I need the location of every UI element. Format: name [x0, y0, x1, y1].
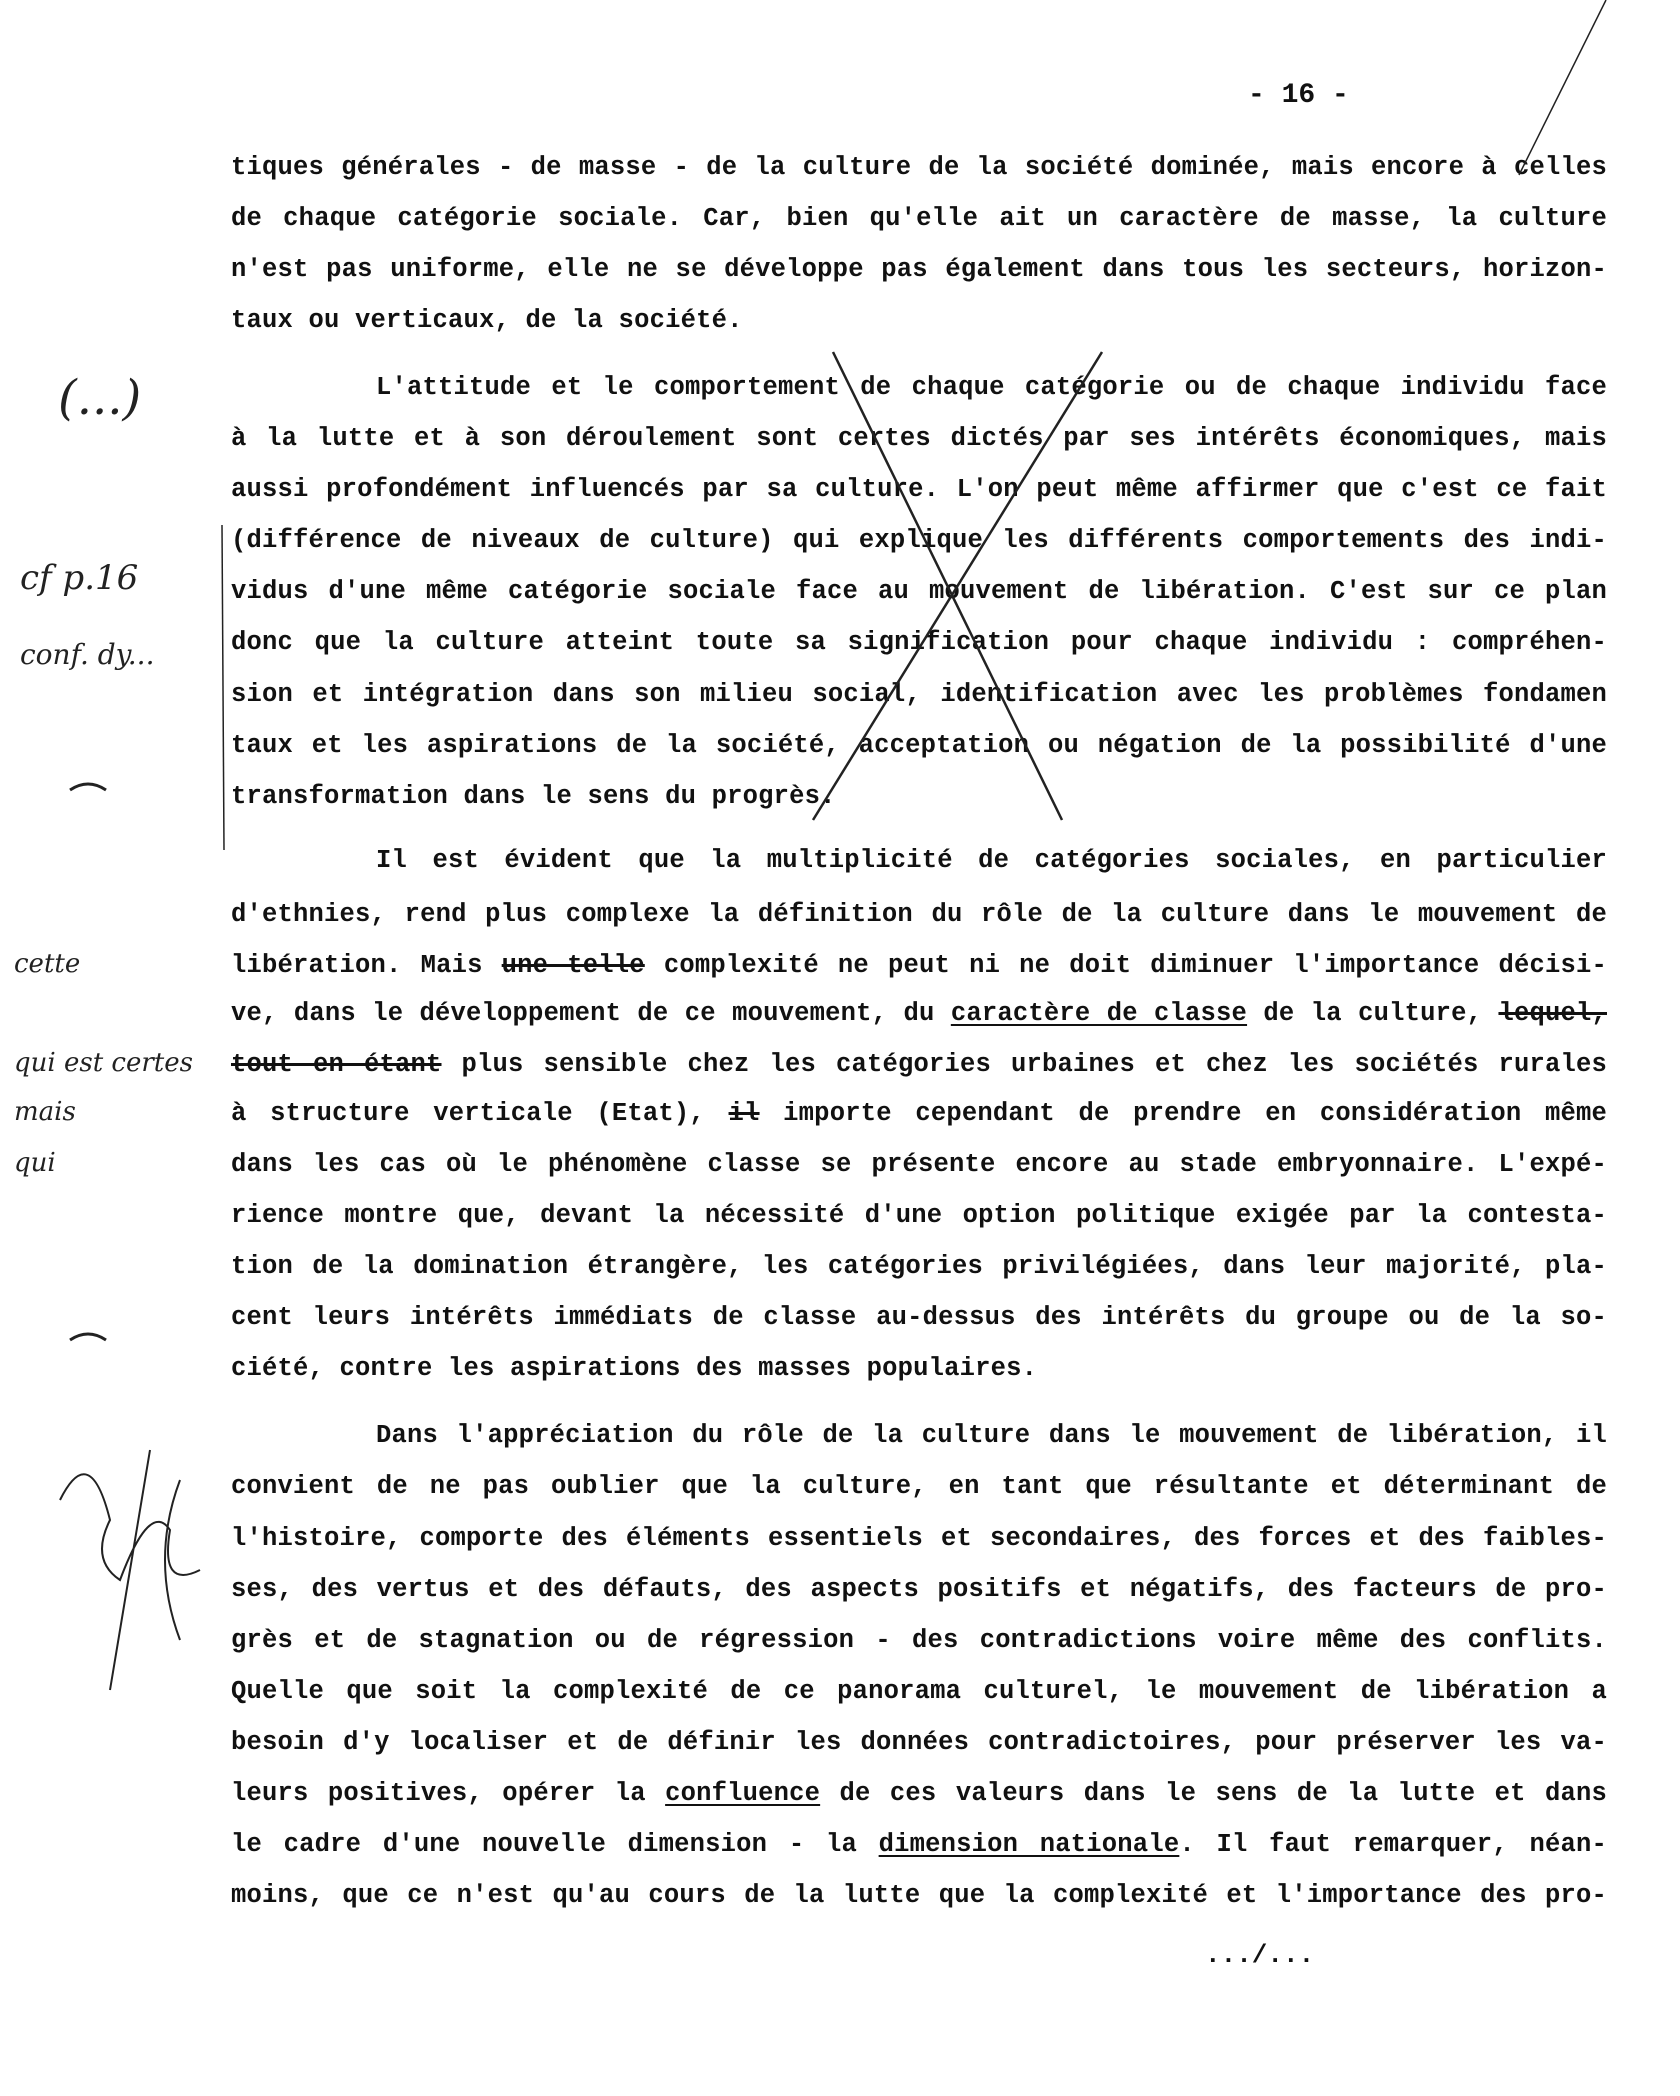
text-line [231, 731, 1607, 761]
text-line [231, 1779, 1607, 1809]
text-line [231, 526, 1607, 556]
text-line [231, 1354, 1607, 1384]
text-segment: taux et les aspirations de la société, acceptation ou négation de la possibilité d'une [231, 731, 1607, 760]
text-segment: complexité ne peut ni ne doit diminuer l'importance décisi- [644, 951, 1607, 980]
text-segment: cent leurs intérêts immédiats de classe au-dessus des intérêts du groupe ou de la so- [231, 1303, 1607, 1332]
continuation-mark: .../... [1205, 1940, 1315, 1970]
text-line [231, 577, 1607, 607]
text-segment: moins, que ce n'est qu'au cours de la lutte que la complexité et l'importance des pro- [231, 1881, 1607, 1910]
text-line [231, 204, 1607, 234]
text-segment: Il est évident que la multiplicité de catégories sociales, en particulier [376, 846, 1607, 875]
text-line [231, 782, 1607, 812]
text-segment: à la lutte et à son déroulement sont certes dictés par ses intérêts économiques, mais [231, 424, 1607, 453]
underlined-text: dimension nationale [878, 1830, 1180, 1859]
text-line [231, 1252, 1607, 1282]
text-line [231, 1881, 1607, 1911]
text-segment: tiques générales - de masse - de la culture de la société dominée, mais encore à celles [231, 153, 1607, 182]
text-segment: ve, dans le développement de ce mouvement, du [231, 999, 951, 1028]
text-line [231, 1626, 1607, 1656]
text-segment: à structure verticale (Etat), [231, 1099, 729, 1128]
text-line [376, 846, 1607, 876]
text-segment: tion de la domination étrangère, les catégories privilégiées, dans leur majorité, pla- [231, 1252, 1607, 1281]
text-line [231, 951, 1607, 981]
text-line [231, 680, 1607, 710]
text-segment: Dans l'appréciation du rôle de la culture dans le mouvement de libération, il [376, 1421, 1607, 1450]
text-segment: grès et de stagnation ou de régression - des contradictions voire même des conflits. [231, 1626, 1607, 1655]
text-segment: (différence de niveaux de culture) qui explique les différents comportements des indi- [231, 526, 1607, 555]
text-line [231, 1575, 1607, 1605]
text-segment: besoin d'y localiser et de définir les données contradictoires, pour préserver les va- [231, 1728, 1607, 1757]
text-line [231, 1524, 1607, 1554]
text-segment: L'attitude et le comportement de chaque catégorie ou de chaque individu face [376, 373, 1607, 402]
text-segment: aussi profondément influencés par sa culture. L'on peut même affirmer que c'est ce fait [231, 475, 1607, 504]
text-segment: leurs positives, opérer la [231, 1779, 666, 1808]
margin-scribble [60, 1450, 200, 1690]
text-line [231, 153, 1607, 183]
struck-text: lequel, [1498, 999, 1607, 1028]
text-segment: libération. Mais [231, 951, 502, 980]
text-segment: de ces valeurs dans le sens de la lutte et dans [820, 1779, 1607, 1808]
text-line [231, 1201, 1607, 1231]
struck-text: tout en étant [231, 1050, 442, 1079]
text-line [376, 1421, 1607, 1451]
text-line [376, 373, 1607, 403]
handwritten-cette: cette [14, 949, 81, 979]
underlined-text: caractère de classe [950, 999, 1248, 1028]
margin-line [1519, 0, 1606, 175]
text-segment: plus sensible chez les catégories urbaines et chez les sociétés rurales [441, 1050, 1607, 1079]
text-line [231, 1099, 1607, 1129]
text-line [231, 1150, 1607, 1180]
text-line [231, 1677, 1607, 1707]
margin-note-ellipsis: (...) [58, 370, 142, 426]
text-segment: importe cependant de prendre en considération même [759, 1099, 1607, 1128]
text-segment: . Il faut remarquer, néan- [1179, 1830, 1607, 1859]
text-line [231, 1830, 1607, 1860]
text-segment: n'est pas uniforme, elle ne se développe pas également dans tous les secteurs, horizon- [231, 255, 1607, 284]
margin-line [222, 525, 224, 850]
handwritten-qui-est-certes: qui est certes [14, 1048, 193, 1078]
text-segment: sion et intégration dans son milieu social, identification avec les problèmes fondamen [231, 680, 1607, 709]
text-segment: rience montre que, devant la nécessité d'une option politique exigée par la contesta- [231, 1201, 1607, 1230]
text-segment: de chaque catégorie sociale. Car, bien qu'elle ait un caractère de masse, la culture [231, 204, 1607, 233]
text-line [231, 424, 1607, 454]
handwritten-qui: qui [14, 1148, 56, 1178]
margin-note-cf: cf p.16 [20, 558, 139, 598]
text-line [231, 255, 1607, 285]
margin-note-conf: conf. dy... [20, 638, 155, 671]
struck-text: une telle [501, 951, 645, 980]
handwritten-mais: mais [14, 1097, 76, 1127]
text-segment: taux ou verticaux, de la société. [231, 306, 743, 335]
struck-text: il [728, 1099, 760, 1128]
text-segment: Quelle que soit la complexité de ce panorama culturel, le mouvement de libération a [231, 1677, 1607, 1706]
text-line [231, 475, 1607, 505]
text-segment: ciété, contre les aspirations des masses populaires. [231, 1354, 1038, 1383]
text-segment: donc que la culture atteint toute sa signification pour chaque individu : compréhen- [231, 628, 1607, 657]
text-segment: d'ethnies, rend plus complexe la définition du rôle de la culture dans le mouvement de [231, 900, 1607, 929]
text-segment: dans les cas où le phénomène classe se présente encore au stade embryonnaire. L'expé- [231, 1150, 1607, 1179]
text-line [231, 628, 1607, 658]
text-line [231, 900, 1607, 930]
text-line [231, 306, 1607, 336]
hole-punch-mark [70, 1334, 106, 1340]
text-segment: ses, des vertus et des défauts, des aspects positifs et négatifs, des facteurs de pro- [231, 1575, 1607, 1604]
text-line [231, 1472, 1607, 1502]
hole-punch-mark [70, 784, 106, 790]
text-line [231, 1050, 1607, 1080]
page-number: - 16 - [1248, 80, 1349, 111]
text-segment: de la culture, [1247, 999, 1499, 1028]
text-line [231, 1728, 1607, 1758]
underlined-text: confluence [665, 1779, 821, 1808]
text-line [231, 999, 1607, 1029]
text-segment: l'histoire, comporte des éléments essentiels et secondaires, des forces et des faibles- [231, 1524, 1607, 1553]
text-segment: convient de ne pas oublier que la culture, en tant que résultante et déterminant de [231, 1472, 1607, 1501]
text-line [231, 1303, 1607, 1333]
text-segment: vidus d'une même catégorie sociale face au mouvement de libération. C'est sur ce plan [231, 577, 1607, 606]
text-segment: le cadre d'une nouvelle dimension - la [231, 1830, 879, 1859]
text-segment: transformation dans le sens du progrès. [231, 782, 836, 811]
